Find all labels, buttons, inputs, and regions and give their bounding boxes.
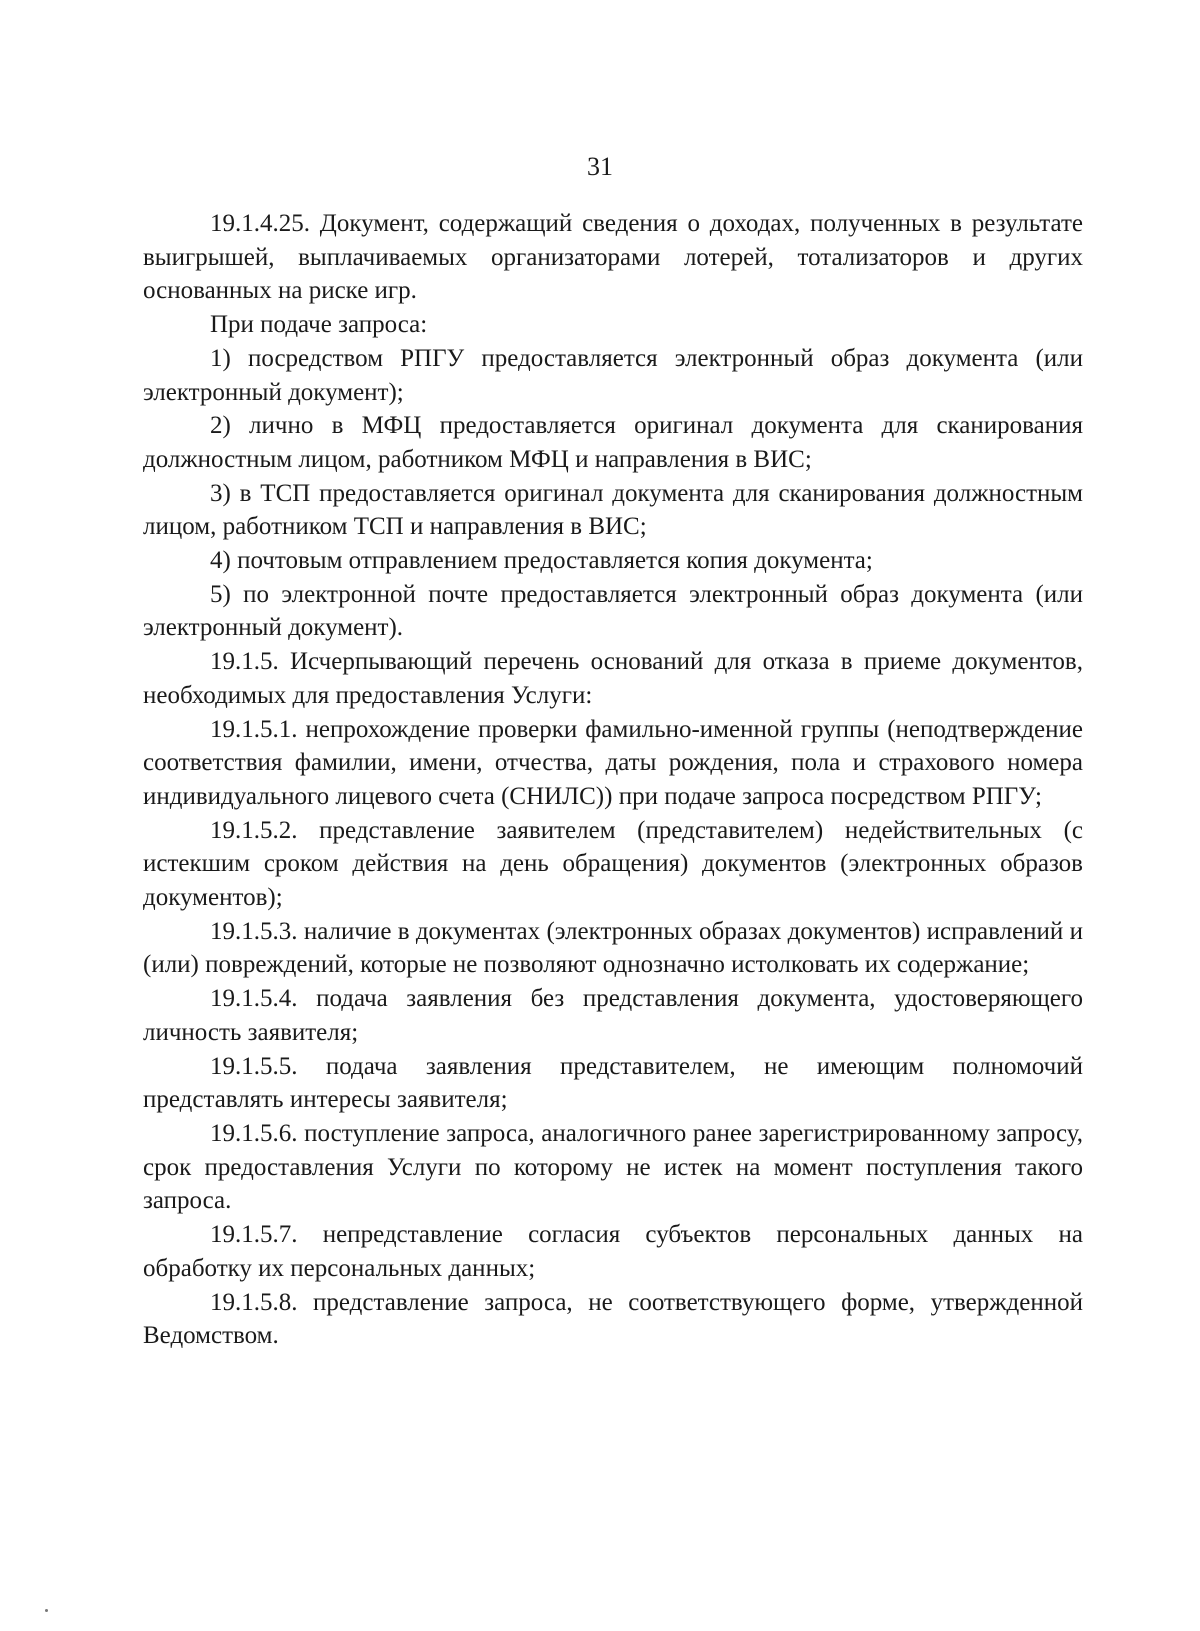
page-number: 31 [587, 152, 613, 181]
paragraph-19-1-5-2: 19.1.5.2. представление заявителем (представителем) недействительных (с истекшим сроком действия на день обращения) документов (электронных образов документов); [143, 816, 1083, 912]
paragraph-19-1-5-4: 19.1.5.4. подача заявления без представления документа, удостоверяющего личность заявителя; [143, 985, 1083, 1046]
list-item-3: 3) в ТСП предоставляется оригинал документа для сканирования должностным лицом, работником ТСП и направления в ВИС; [143, 479, 1083, 541]
paragraph-19-1-5: 19.1.5. Исчерпывающий перечень оснований для отказа в приеме документов, необходимых для предоставления Услуги: [143, 648, 1083, 709]
list-item-2: 2) лично в МФЦ предоставляется оригинал документа для сканирования должностным лицом, работником МФЦ и направления в ВИС; [143, 412, 1083, 473]
list-item-4: 4) почтовым отправлением предоставляется копия документа; [210, 547, 873, 575]
paragraph-request-intro: При подаче запроса: [210, 311, 428, 339]
paragraph-19-1-5-5: 19.1.5.5. подача заявления представителем, не имеющим полномочий представлять интересы заявителя; [143, 1052, 1083, 1114]
paragraph-19-1-5-6: 19.1.5.6. поступление запроса, аналогичного ранее зарегистрированному запросу, срок предоставления Услуги по которому не истек на момент поступления такого запроса. [143, 1119, 1083, 1215]
scan-speck [45, 1609, 48, 1612]
document-body [143, 207, 1083, 1353]
paragraph-19-1-4-25: 19.1.4.25. Документ, содержащий сведения о доходах, полученных в результате выигрышей, выплачиваемых организаторами лотерей, тотализаторов и других основанных на риске игр. [143, 210, 1083, 305]
list-item-5: 5) по электронной почте предоставляется электронный образ документа (или электронный документ). [143, 580, 1083, 642]
paragraph-19-1-5-7: 19.1.5.7. непредставление согласия субъектов персональных данных на обработку их персональных данных; [143, 1221, 1083, 1282]
paragraph-19-1-5-8: 19.1.5.8. представление запроса, не соответствующего форме, утвержденной Ведомством. [143, 1288, 1083, 1350]
list-item-1: 1) посредством РПГУ предоставляется электронный образ документа (или электронный документ); [143, 344, 1083, 406]
paragraph-19-1-5-1: 19.1.5.1. непрохождение проверки фамильно-именной группы (неподтверждение соответствия фамилии, имени, отчества, даты рождения, пола и страхового номера индивидуального лицевого счета (СНИЛС)) при подаче запроса посредством РПГУ; [143, 715, 1083, 810]
paragraph-19-1-5-3: 19.1.5.3. наличие в документах (электронных образах документов) исправлений и (или) повреждений, которые не позволяют однозначно истолковать их содержание; [143, 917, 1083, 979]
